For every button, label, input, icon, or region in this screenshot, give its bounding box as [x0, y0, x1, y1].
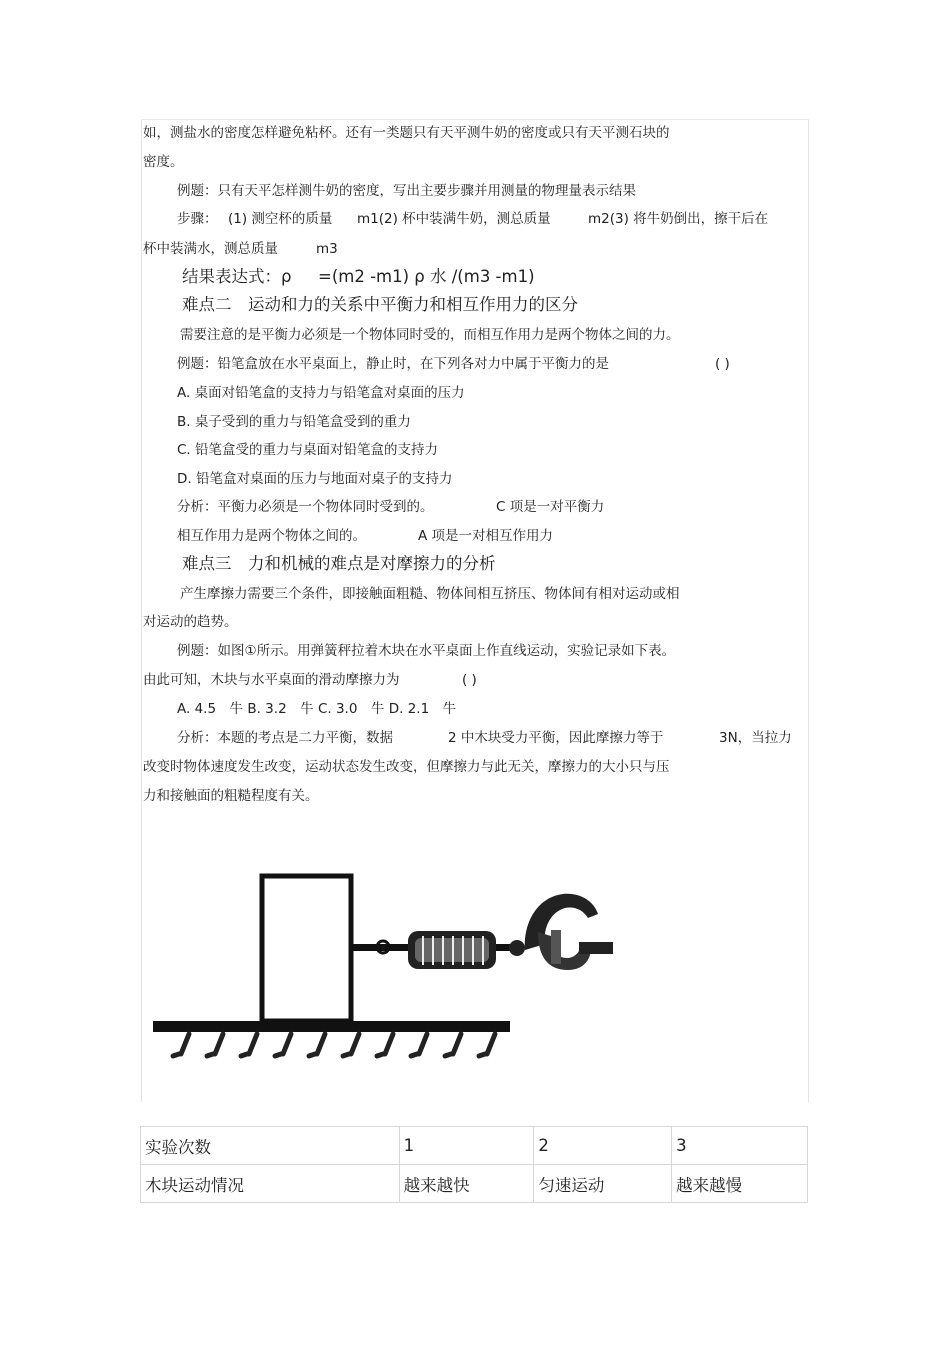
text-line: C 项是一对平衡力: [496, 499, 605, 515]
text-line: m1(2) 杯中装满牛奶，测总质量: [357, 211, 551, 227]
table-cell: 3: [672, 1127, 808, 1165]
section-heading: 难点三 力和机械的难点是对摩擦力的分析: [182, 554, 496, 573]
text-line: 密度。: [143, 154, 184, 170]
table-surface: [153, 1021, 510, 1032]
option-d: D. 铅笔盒对桌面的压力与地面对桌子的支持力: [177, 471, 453, 487]
option-a: A. 桌面对铅笔盒的支持力与铅笔盒对桌面的压力: [177, 385, 465, 401]
hand-icon: [525, 894, 613, 970]
answer-blank: ( ): [462, 672, 477, 688]
table-cell: 1: [399, 1127, 534, 1165]
text-line: m2(3) 将牛奶倒出，擦干后在: [588, 211, 769, 227]
table-cell: 越来越慢: [672, 1165, 808, 1203]
option-b: B. 桌子受到的重力与铅笔盒受到的重力: [177, 414, 411, 430]
section-heading: 难点二 运动和力的关系中平衡力和相互作用力的区分: [182, 295, 578, 314]
text-line: 例题：如图①所示。用弹簧秤拉着木块在水平桌面上作直线运动，实验记录如下表。: [177, 643, 676, 659]
options-line: A. 4.5 牛 B. 3.2 牛 C. 3.0 牛 D. 2.1 牛: [177, 701, 457, 717]
text-line: 步骤：: [177, 211, 218, 227]
text-line: m3: [316, 241, 338, 257]
text-line: 改变时物体速度发生改变，运动状态发生改变，但摩擦力与此无关，摩擦力的大小只与压: [143, 759, 670, 775]
formula: =(m2 -m1) ρ 水 /(m3 -m1): [318, 267, 535, 286]
table-cell: 木块运动情况: [141, 1165, 400, 1203]
table-row: [141, 1127, 808, 1165]
text-line: 例题：铅笔盒放在水平桌面上，静止时，在下列各对力中属于平衡力的是: [177, 356, 609, 372]
experiment-table: [140, 1126, 808, 1203]
text-line: 对运动的趋势。: [143, 614, 238, 630]
text-line: 2 中木块受力平衡，因此摩擦力等于: [448, 730, 664, 746]
text-line: 力和接触面的粗糙程度有关。: [143, 788, 319, 804]
table-cell: 越来越快: [399, 1165, 534, 1203]
text-line: 分析：平衡力必须是一个物体同时受到的。: [177, 499, 434, 515]
text-line: 由此可知，木块与水平桌面的滑动摩擦力为: [143, 672, 400, 688]
spring-scale: [408, 931, 525, 969]
table-hatching: [173, 1034, 495, 1056]
formula-label: 结果表达式：ρ: [182, 267, 292, 286]
wooden-block: [262, 876, 351, 1021]
answer-blank: ( ): [715, 356, 730, 372]
option-c: C. 铅笔盒受的重力与桌面对铅笔盒的支持力: [177, 442, 439, 458]
table-cell: 匀速运动: [534, 1165, 672, 1203]
table-cell: 2: [534, 1127, 672, 1165]
text-line: (1) 测空杯的质量: [228, 211, 333, 227]
text-line: 3N，当拉力: [719, 730, 792, 746]
experiment-figure: [143, 832, 806, 1100]
text-line: 产生摩擦力需要三个条件，即接触面粗糙、物体间相互挤压、物体间有相对运动或相: [180, 586, 680, 602]
table-cell: 实验次数: [141, 1127, 400, 1165]
pull-rod: [351, 944, 415, 951]
text-line: 如，测盐水的密度怎样避免粘杯。还有一类题只有天平测牛奶的密度或只有天平测石块的: [143, 125, 670, 141]
text-line: 分析：本题的考点是二力平衡，数据: [177, 730, 393, 746]
text-line: 相互作用力是两个物体之间的。: [177, 528, 366, 544]
table-row: [141, 1165, 808, 1203]
text-line: A 项是一对相互作用力: [418, 528, 554, 544]
text-line: 需要注意的是平衡力必须是一个物体同时受的，而相互作用力是两个物体之间的力。: [180, 327, 680, 343]
text-line: 例题：只有天平怎样测牛奶的密度，写出主要步骤并用测量的物理量表示结果: [177, 183, 636, 199]
text-line: 杯中装满水，测总质量: [143, 241, 278, 257]
